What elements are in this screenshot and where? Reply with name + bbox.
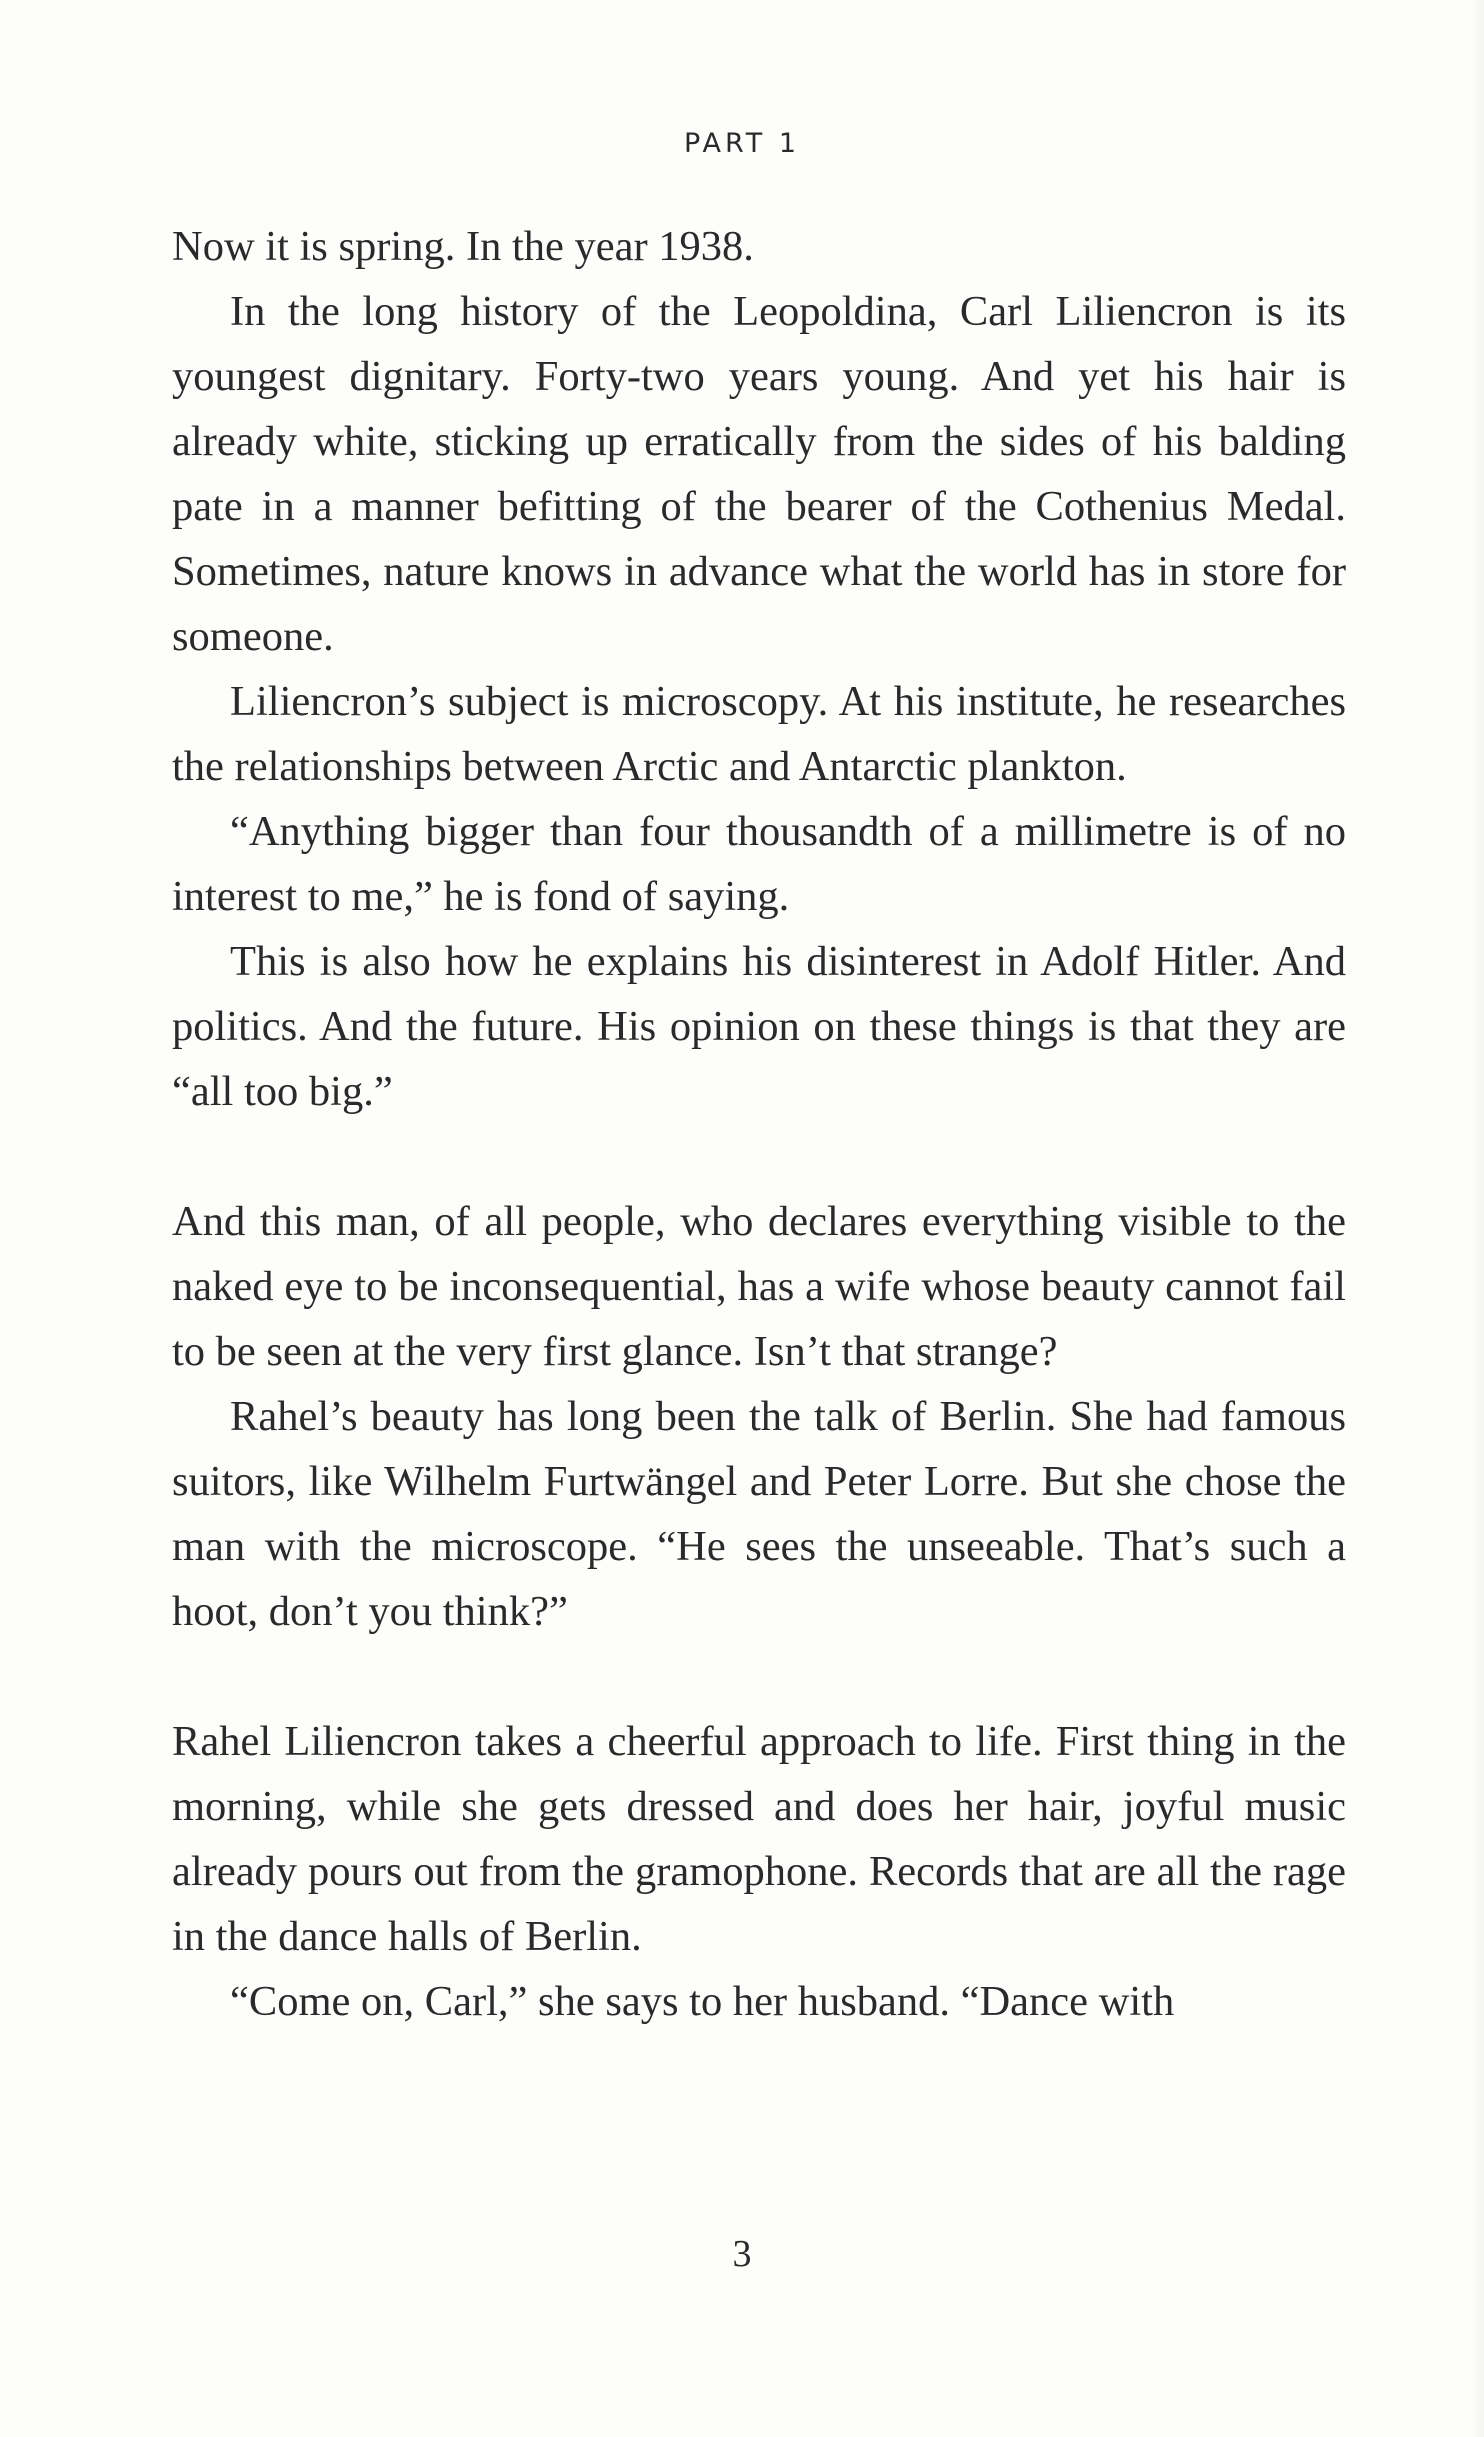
paragraph: “Anything bigger than four thousandth of a millimetre is of no interest to me,” he is fond of saying. [172, 808, 1346, 920]
page-number: 3 [732, 2233, 752, 2275]
running-head: PART 1 [683, 128, 801, 159]
paragraph: Liliencron’s subject is microscopy. At his institute, he researches the relationships between Arctic and Antarctic plankton. [172, 678, 1346, 790]
paragraph: In the long history of the Leopoldina, Carl Liliencron is its youngest dignitary. Forty-two years young. And yet his hair is already white, sticking up erratically from the sides of his balding pate in a manner befitting of the bearer of the Cothenius Medal. Sometimes, nature knows in advance what the world has in store for someone. [172, 288, 1346, 660]
paragraph: And this man, of all people, who declares everything visible to the naked eye to be inconsequential, has a wife whose beauty cannot fail to be seen at the very first glance. Isn’t that strange? [172, 1198, 1346, 1375]
paragraph: Now it is spring. In the year 1938. [172, 223, 754, 270]
paragraph-continued: “Come on, Carl,” she says to her husband. “Dance with [230, 1978, 1175, 2025]
body-text [172, 214, 1346, 2034]
paragraph: Rahel’s beauty has long been the talk of Berlin. She had famous suitors, like Wilhelm Furtwängel and Peter Lorre. But she chose the man with the microscope. “He sees the unseeable. That’s such a hoot, don’t you think?” [172, 1393, 1346, 1635]
paragraph: Rahel Liliencron takes a cheerful approach to life. First thing in the morning, while she gets dressed and does her hair, joyful music already pours out from the gramophone. Records that are all the rage in the dance halls of Berlin. [172, 1718, 1346, 1960]
paragraph: This is also how he explains his disinterest in Adolf Hitler. And politics. And the future. His opinion on these things is that they are “all too big.” [172, 938, 1346, 1115]
page-edge-shade [1470, 0, 1484, 2437]
